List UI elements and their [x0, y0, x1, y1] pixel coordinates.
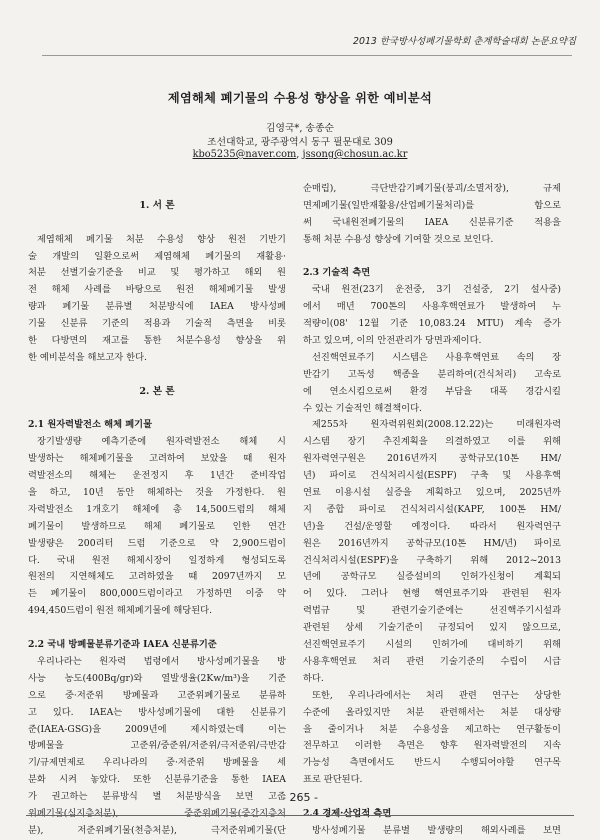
page-number: - 265 - [282, 791, 318, 804]
text-line: 기/규제면제로 우리나라의 중·저준위 방폐물을 세 [28, 757, 286, 769]
header-rule [42, 55, 572, 56]
paragraph-last-line: 한 예비분석을 해보고자 한다. [28, 351, 147, 363]
paragraph-last-line: 통해 처분 수용성 향상에 기여할 것으로 보인다. [303, 233, 494, 245]
text-line: 선진핵연료주기 시설의 인허가에 대비하기 위해 [303, 639, 561, 651]
subsection-heading: 2.1 원자력발전소 해체 폐기물 [28, 419, 153, 431]
text-line: 위폐기물(심지층처분), 중준위폐기물(중간지층처 [28, 807, 286, 819]
paragraph-first-line: 장기발생량 예측기준에 원자력발전소 해체 시 [37, 436, 286, 448]
email-separator: , [296, 149, 303, 160]
paragraph-first-line: 또한, 우리나라에서는 처리 관련 연구는 상당한 [312, 689, 561, 701]
paragraph-last-line: 494,450드럼이 원전 해체폐기물에 해당된다. [28, 605, 213, 617]
text-line: 을 줄이거나 처분 수용성을 제고하는 연구활동이 [303, 723, 561, 735]
text-line: 자력발전소 1개호기 해체에 총 14,500드럼의 해체 [28, 503, 286, 515]
section-heading: 1. 서 론 [139, 199, 175, 211]
text-line: 든 폐기물이 800,000드럼이라고 가정하면 이중 약 [28, 588, 286, 600]
text-line: 전무하고 이러한 측면은 향후 원자력발전의 지속 [303, 740, 561, 752]
text-line: 관련된 상세 기술기준이 규정되어 있지 않으므로, [303, 622, 561, 634]
text-line: 가 권고하는 분류방식 별 처분방식을 보면 고준 [28, 791, 286, 803]
text-line: 원전의 지연해체도 고려하였을 때 2097년까지 모 [28, 571, 286, 583]
text-line: 에서 매년 700톤의 사용후핵연료가 발생하여 누 [303, 301, 561, 313]
email-link-1[interactable]: kbo5235@naver.com [192, 149, 297, 160]
text-line: 수준에 올라있지만 처분 관련해서는 처분 대상량 [303, 706, 561, 718]
paragraph-last-line: 수 있는 기술적인 해결책이다. [303, 402, 422, 414]
spacer [303, 249, 561, 266]
left-column [28, 181, 286, 840]
paragraph-first-line: 제255차 원자력위원회(2008.12.22)는 미래원자력 [312, 419, 561, 431]
section-heading: 2. 본 론 [139, 385, 175, 397]
text-line: 순매립), 극단반감기폐기물(붕괴/소멸저장), 규제 [303, 183, 561, 194]
paper-authors: 김영국*, 송종순 [266, 123, 334, 134]
subsection-heading: 2.2 국내 방폐물분류기준과 IAEA 신분류기준 [28, 639, 217, 651]
text-line: 방폐물을 고준위/중준위/저준위/극저준위/극반감 [28, 740, 286, 752]
text-line: 년에 공학규모 실증설비의 인허가신청이 계획되 [303, 571, 561, 583]
text-line: 발생하는 해체폐기물을 고려하여 보았을 때 원자 [28, 453, 286, 465]
spacer [28, 401, 286, 418]
text-line: 전 해체 사례를 바탕으로 원전 해체폐기물 발생 [28, 284, 286, 296]
text-line: 에 연소시킴으로써 환경 부담을 대폭 경감시킬 [303, 385, 561, 397]
text-line: 써 국내원전폐기물의 IAEA 신분류기준 적용을 [303, 216, 561, 228]
subsection-heading: 2.4 경제·산업적 측면 [303, 807, 392, 819]
paragraph-first-line: 방사성폐기물 분류별 발생량의 해외사례를 보면 [312, 824, 561, 836]
paragraph-last-line: 하고 있으며, 이의 안전관리가 당면과제이다. [303, 335, 482, 347]
spacer [28, 181, 286, 198]
text-line: 원자력연구원은 2016년까지 공학규모(10톤 HM/ [303, 453, 561, 465]
text-line: 사용후핵연료 처리 관련 기술기준의 수립이 시급 [303, 655, 561, 667]
text-line: 연료 이용시설 실증을 계획하고 있으며, 2025년까 [303, 487, 561, 499]
subsection-heading: 2.3 기술적 측면 [303, 267, 371, 279]
right-column [303, 181, 561, 840]
paper-title: 제염해체 폐기물의 수용성 향상을 위한 예비분석 [167, 91, 433, 105]
paragraph-last-line: 표로 판단된다. [303, 774, 363, 786]
text-line: 발생량은 200리터 드럼 기준으로 약 2,900드럼이 [28, 537, 286, 549]
running-header: 2013 한국방사성폐기물학회 춘계학술대회 논문요약집 [353, 36, 576, 47]
spacer [28, 367, 286, 384]
text-line: 원은 2016년까지 공학규모(10톤 HM/년) 파이로 [303, 537, 561, 549]
text-line: 지 종합 파이로 건식처리시설(KAPF, 100톤 HM/ [303, 503, 561, 515]
text-line: 가능성 측면에서도 반드시 수행되어야할 연구목 [303, 757, 561, 769]
text-line: 어 있다. 그러나 현행 핵연료주기와 관련된 원자 [303, 588, 561, 600]
text-line: 기물 신분류 기준의 적용과 기술적 측면을 비롯 [28, 318, 286, 330]
text-line: 다. 국내 원전 해체시장이 일정하게 형성되도록 [28, 554, 286, 566]
text-line: 량과 폐기물 분류별 처분방식에 IAEA 방사성폐 [28, 301, 286, 313]
paragraph-first-line: 제염해체 폐기물 처분 수용성 향상 원전 기반기 [37, 233, 286, 245]
paragraph-first-line: 국내 원전(23기 운전중, 3기 건설중, 2기 설사중) [312, 284, 561, 296]
paper-affiliation: 조선대학교, 광주광역시 동구 필문대로 309 [207, 137, 393, 148]
email-link-2[interactable]: jssong@chosun.ac.kr [302, 149, 408, 160]
footer-rule [26, 815, 574, 816]
text-line: 술 개발의 일환으로써 제염해체 폐기물의 재활용· [28, 250, 286, 262]
paragraph-first-line: 우리나라는 원자력 법령에서 방사성폐기물을 방 [37, 655, 286, 667]
text-line: 으로 중·저준위 방폐물과 고준위폐기물로 분류하 [28, 689, 286, 701]
text-line: 적량이(08' 12월 기준 10,083.24 MTU) 계속 증가 [303, 318, 561, 330]
text-line: 폐기물이 발생하므로 해체 폐기물로 인한 연간 [28, 520, 286, 532]
spacer [28, 215, 286, 232]
text-line: 면제폐기물(일반재활용/산업폐기물처리)를 함으로 [303, 199, 561, 211]
paragraph-last-line: 하다. [303, 672, 324, 684]
text-line: 시스템 장기 추진계획을 의결하였고 이를 위해 [303, 436, 561, 448]
text-line: 반감기 고독성 핵종을 분리하여(건식처리) 고속로 [303, 368, 561, 380]
text-line: 년) 파이로 건식처리시설(ESPF) 구축 및 사용후핵 [303, 470, 561, 482]
text-line: 력발전소의 해체는 운전정지 후 1년간 준비작업 [28, 470, 286, 482]
text-line: 년)을 건설/운영할 예정이다. 따라서 원자력연구 [303, 520, 561, 532]
spacer [28, 620, 286, 637]
text-line: 준(IAEA-GSG)을 2009년에 제시하였는데 이는 [28, 723, 286, 735]
text-line: 분화 시켜 놓았다. 또한 신분류기준을 통한 IAEA [28, 774, 286, 786]
text-line: 처분 선별기술기준을 비교 및 평가하고 해외 원 [28, 267, 286, 279]
paragraph-first-line: 선진핵연료주기 시스템은 사용후핵연료 속의 장 [312, 351, 561, 363]
text-line: 사능 농도(400Bq/gr)와 열발생율(2Kw/m³)을 기준 [28, 672, 286, 684]
text-line: 분), 저준위폐기물(천층처분), 극저준위폐기물(단 [28, 824, 286, 836]
text-line: 력법규 및 관련기술기준에는 선진핵주기시설과 [303, 605, 561, 617]
text-line: 고 있다. IAEA는 방사성폐기물에 대한 신분류기 [28, 706, 286, 718]
text-line: 을 하고, 10년 동안 해체하는 것을 가정한다. 원 [28, 487, 286, 499]
paper-emails [0, 149, 600, 160]
text-line: 한 다방면의 재고를 통한 처분수용성 향상을 위 [28, 335, 286, 347]
text-line: 건식처리시설(ESPF)을 구축하기 위해 2012~2013 [303, 554, 561, 566]
